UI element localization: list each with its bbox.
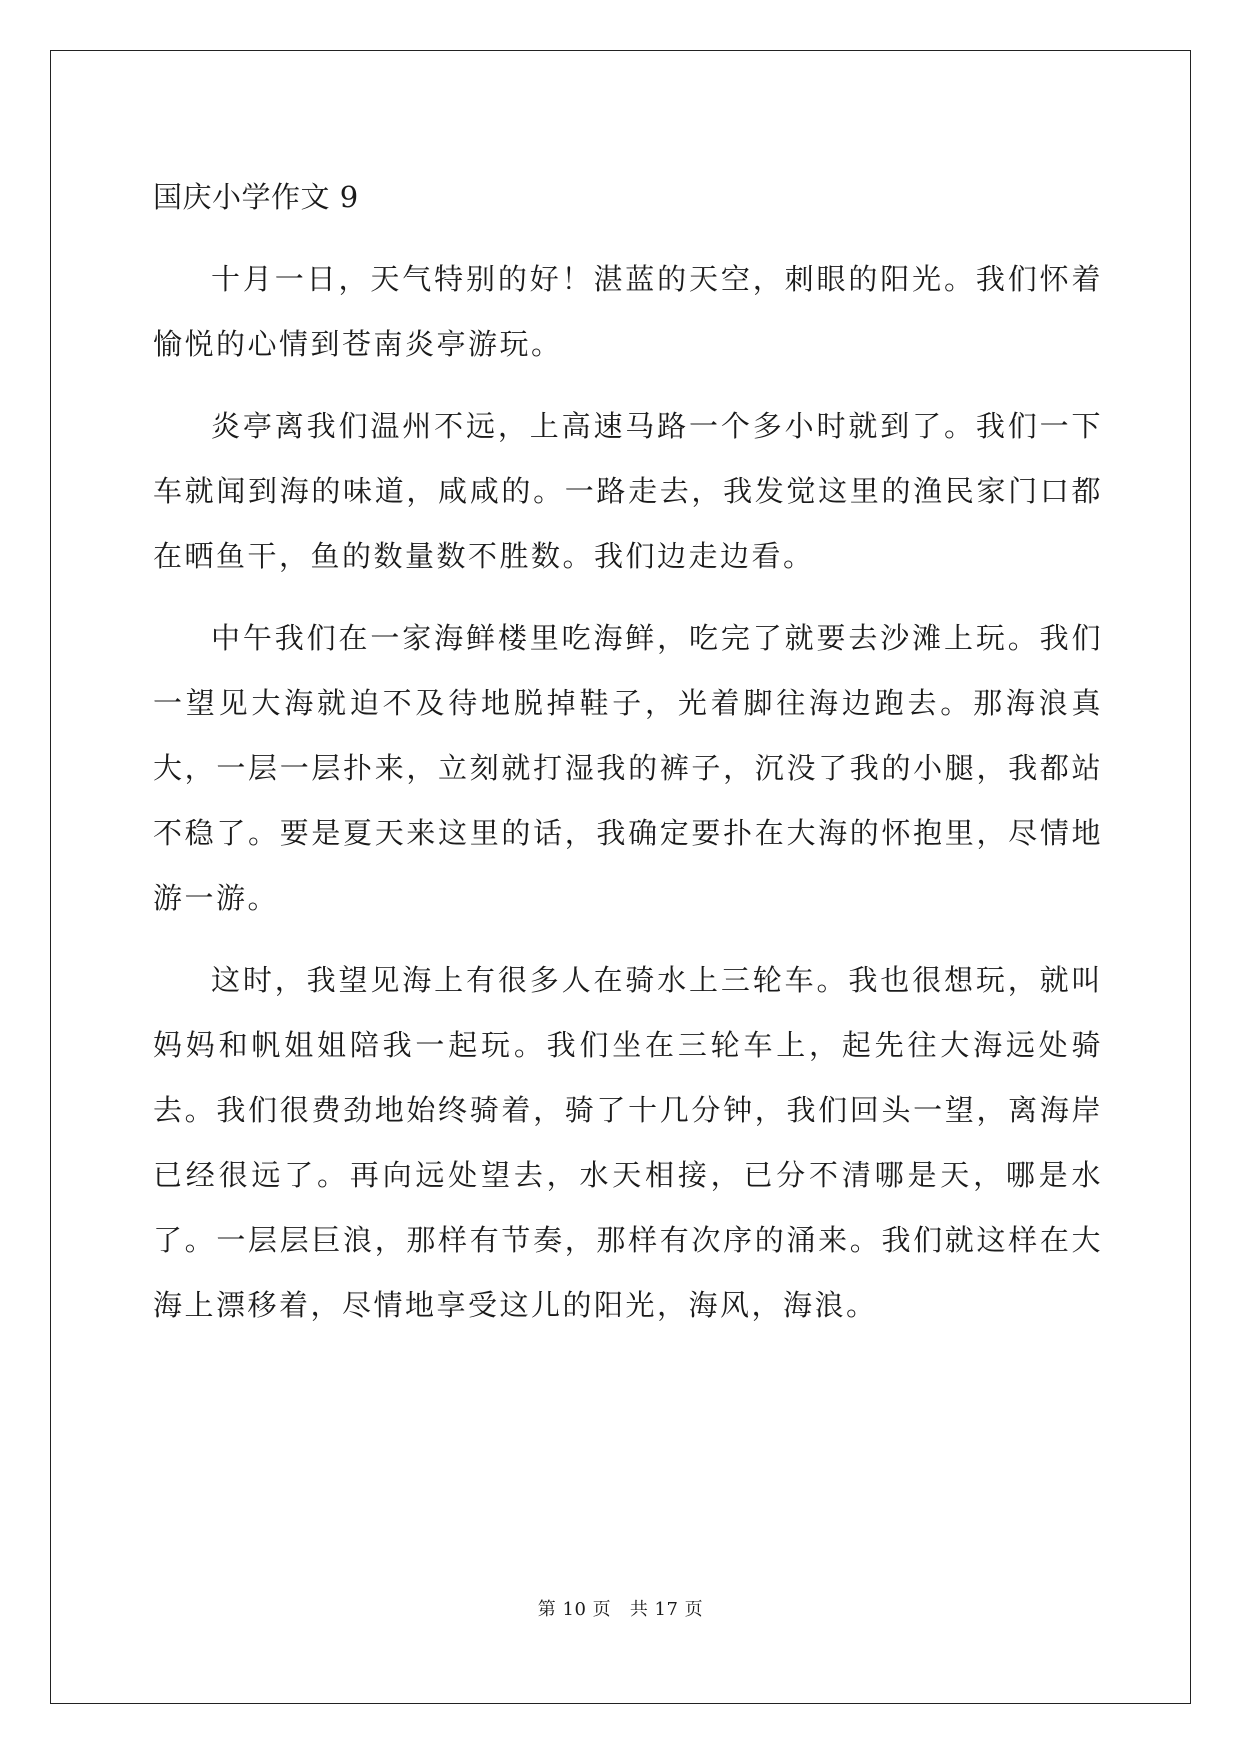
page-footer — [0, 1595, 1241, 1621]
document-body — [153, 165, 1103, 1355]
paragraph-4: 这时，我望见海上有很多人在骑水上三轮车。我也很想玩，就叫妈妈和帆姐姐陪我一起玩。我们坐在三轮车上，起先往大海远处骑去。我们很费劲地始终骑着，骑了十几分钟，我们回头一望，离海岸已经很远了。再向远处望去，水天相接，已分不清哪是天，哪是水了。一层层巨浪，那样有节奏，那样有次序的涌来。我们就这样在大海上漂移着，尽情地享受这儿的阳光，海风，海浪。 — [153, 963, 1103, 1322]
document-title: 国庆小学作文 9 — [153, 180, 359, 214]
page-total: 共 17 页 — [629, 1599, 704, 1620]
paragraph-2: 炎亭离我们温州不远，上高速马路一个多小时就到了。我们一下车就闻到海的味道，咸咸的。一路走去，我发觉这里的渔民家门口都在晒鱼干，鱼的数量数不胜数。我们边走边看。 — [153, 409, 1103, 573]
paragraph-3: 中午我们在一家海鲜楼里吃海鲜，吃完了就要去沙滩上玩。我们一望见大海就迫不及待地脱掉鞋子，光着脚往海边跑去。那海浪真大，一层一层扑来，立刻就打湿我的裤子，沉没了我的小腿，我都站不稳了。要是夏天来这里的话，我确定要扑在大海的怀抱里，尽情地游一游。 — [153, 621, 1103, 915]
page-number: 第 10 页 — [537, 1599, 612, 1620]
paragraph-1: 十月一日，天气特别的好！湛蓝的天空，刺眼的阳光。我们怀着愉悦的心情到苍南炎亭游玩。 — [153, 262, 1103, 361]
